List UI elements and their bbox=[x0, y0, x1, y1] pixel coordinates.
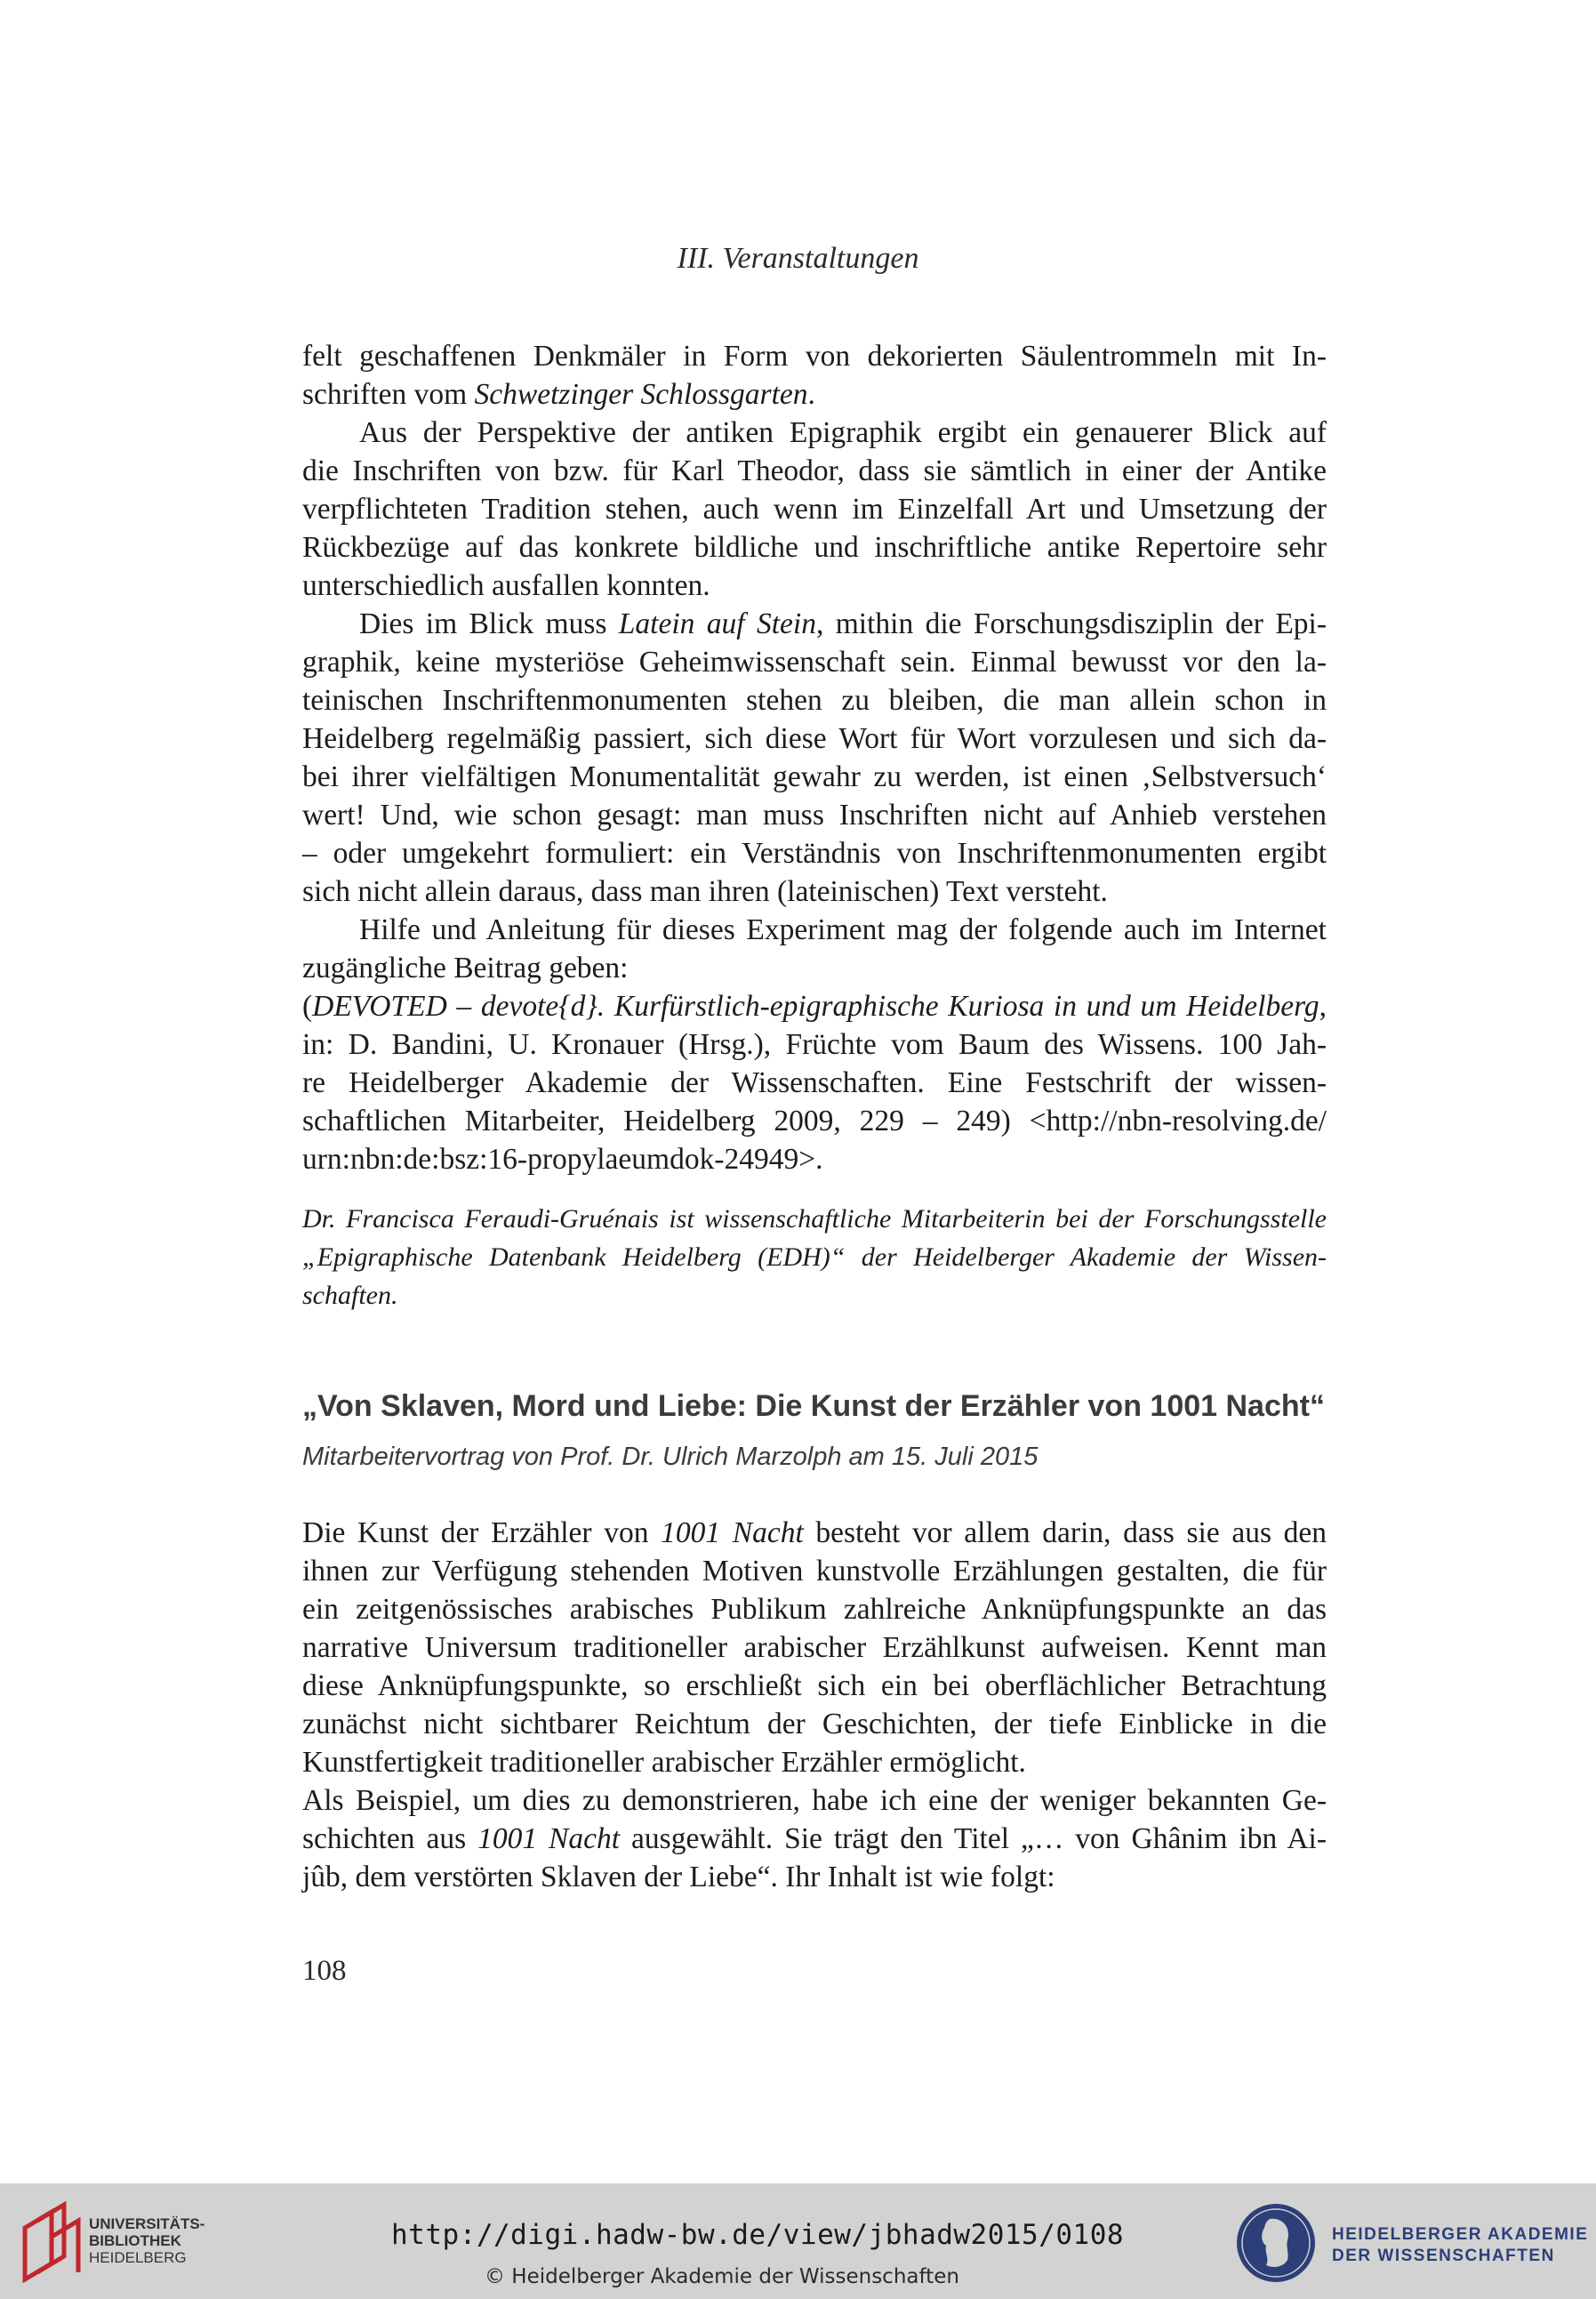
text-line: bei ihrer vielfältigen Monumentalität gewahr zu werden, ist einen ‚Selbstversuch‘ bbox=[302, 760, 1327, 793]
text-line: verpflichteten Tradition stehen, auch wenn im Einzelfall Art und Umsetzung der bbox=[302, 493, 1327, 526]
section-title: „Von Sklaven, Mord und Liebe: Die Kunst der Erzähler von 1001 Nacht“ bbox=[302, 1389, 1325, 1423]
text-line: Kunstfertigkeit traditioneller arabischer Erzähler ermöglicht. bbox=[302, 1746, 1026, 1779]
text-line: „Epigraphische Datenbank Heidelberg (EDH)“ der Heidelberger Akademie der Wissen- bbox=[302, 1242, 1327, 1272]
text-line: in: D. Bandini, U. Kronauer (Hrsg.), Früchte vom Baum des Wissens. 100 Jah- bbox=[302, 1028, 1327, 1061]
text-line: jûb, dem verstörten Sklaven der Liebe“. Ihr Inhalt ist wie folgt: bbox=[302, 1861, 1055, 1893]
text-line: re Heidelberger Akademie der Wissenschaften. Eine Festschrift der wissen- bbox=[302, 1066, 1327, 1099]
text-line: schaftlichen Mitarbeiter, Heidelberg 2009, 229 – 249) <http://nbn-resolving.de/ bbox=[302, 1105, 1327, 1137]
text-line: schichten aus 1001 Nacht ausgewählt. Sie trägt den Titel „… von Ghânim ibn Ai- bbox=[302, 1822, 1327, 1855]
section-subtitle: Mitarbeitervortrag von Prof. Dr. Ulrich Marzolph am 15. Juli 2015 bbox=[302, 1443, 1039, 1471]
ub-heidelberg-logo-icon bbox=[16, 2201, 89, 2283]
text-line: zunächst nicht sichtbarer Reichtum der Geschichten, der tiefe Einblicke in die bbox=[302, 1708, 1327, 1740]
text-line: Hilfe und Anleitung für dieses Experiment mag der folgende auch im Internet bbox=[359, 913, 1327, 946]
text-line: sich nicht allein daraus, dass man ihren (lateinischen) Text versteht. bbox=[302, 875, 1108, 908]
ub-line-3: HEIDELBERG bbox=[89, 2249, 187, 2266]
text-line: wert! Und, wie schon gesagt: man muss Inschriften nicht auf Anhieb verstehen bbox=[302, 799, 1327, 832]
text-line: diese Anknüpfungspunkte, so erschließt sich ein bei oberflächlicher Betrachtung bbox=[302, 1669, 1327, 1702]
hadw-wordmark bbox=[1332, 2224, 1588, 2267]
text-line: narrative Universum traditioneller arabischer Erzählkunst aufweisen. Kennt man bbox=[302, 1631, 1327, 1664]
page-number: 108 bbox=[302, 1955, 347, 1987]
text-line: urn:nbn:de:bsz:16-propylaeumdok-24949>. bbox=[302, 1143, 823, 1176]
hadw-line-2: DER WISSENSCHAFTEN bbox=[1332, 2247, 1555, 2265]
running-head: III. Veranstaltungen bbox=[677, 242, 919, 275]
footer-bar bbox=[0, 2183, 1596, 2299]
hadw-line-1: HEIDELBERGER AKADEMIE bbox=[1332, 2225, 1589, 2244]
text-line: Die Kunst der Erzähler von 1001 Nacht besteht vor allem darin, dass sie aus den bbox=[302, 1516, 1327, 1549]
text-line: zugängliche Beitrag geben: bbox=[302, 952, 629, 985]
text-line: ihnen zur Verfügung stehenden Motiven kunstvolle Erzählungen gestalten, die für bbox=[302, 1555, 1327, 1588]
text-line: Heidelberg regelmäßig passiert, sich diese Wort für Wort vorzulesen und sich da- bbox=[302, 722, 1327, 755]
digital-url-link[interactable]: http://digi.hadw-bw.de/view/jbhadw2015/0108 bbox=[391, 2219, 1125, 2251]
text-line: Rückbezüge auf das konkrete bildliche und inschriftliche antike Repertoire sehr bbox=[302, 531, 1327, 564]
text-line: Als Beispiel, um dies zu demonstrieren, habe ich eine der weniger bekannten Ge- bbox=[302, 1784, 1327, 1817]
text-line: teinischen Inschriftenmonumenten stehen zu bleiben, die man allein schon in bbox=[302, 684, 1327, 717]
ub-line-1: UNIVERSITÄTS- bbox=[89, 2215, 205, 2232]
text-line: die Inschriften von bzw. für Karl Theodor, dass sie sämtlich in einer der Antike bbox=[302, 454, 1327, 487]
ub-line-2: BIBLIOTHEK bbox=[89, 2232, 181, 2249]
hadw-seal-icon bbox=[1234, 2201, 1318, 2285]
text-line: – oder umgekehrt formuliert: ein Verständnis von Inschriftenmonumenten ergibt bbox=[302, 837, 1327, 870]
text-line: graphik, keine mysteriöse Geheimwissenschaft sein. Einmal bewusst vor den la- bbox=[302, 646, 1327, 679]
text-line: felt geschaffenen Denkmäler in Form von dekorierten Säulentrommeln mit In- bbox=[302, 340, 1327, 373]
text-line: unterschiedlich ausfallen konnten. bbox=[302, 569, 710, 602]
text-line: Dr. Francisca Feraudi-Gruénais ist wissenschaftliche Mitarbeiterin bei der Forschungsstelle bbox=[302, 1204, 1327, 1234]
copyright-notice: © Heidelberger Akademie der Wissenschaften bbox=[485, 2265, 959, 2288]
text-line: schriften vom Schwetzinger Schlossgarten. bbox=[302, 378, 815, 411]
ub-heidelberg-wordmark bbox=[89, 2215, 205, 2266]
text-line: schaften. bbox=[302, 1281, 398, 1310]
text-line: ein zeitgenössisches arabisches Publikum zahlreiche Anknüpfungspunkte an das bbox=[302, 1593, 1327, 1626]
text-line: (DEVOTED – devote{d}. Kurfürstlich-epigraphische Kuriosa in und um Heidelberg, bbox=[302, 990, 1327, 1023]
text-line: Dies im Blick muss Latein auf Stein, mithin die Forschungsdisziplin der Epi- bbox=[359, 607, 1327, 640]
text-line: Aus der Perspektive der antiken Epigraphik ergibt ein genauerer Blick auf bbox=[359, 416, 1327, 449]
